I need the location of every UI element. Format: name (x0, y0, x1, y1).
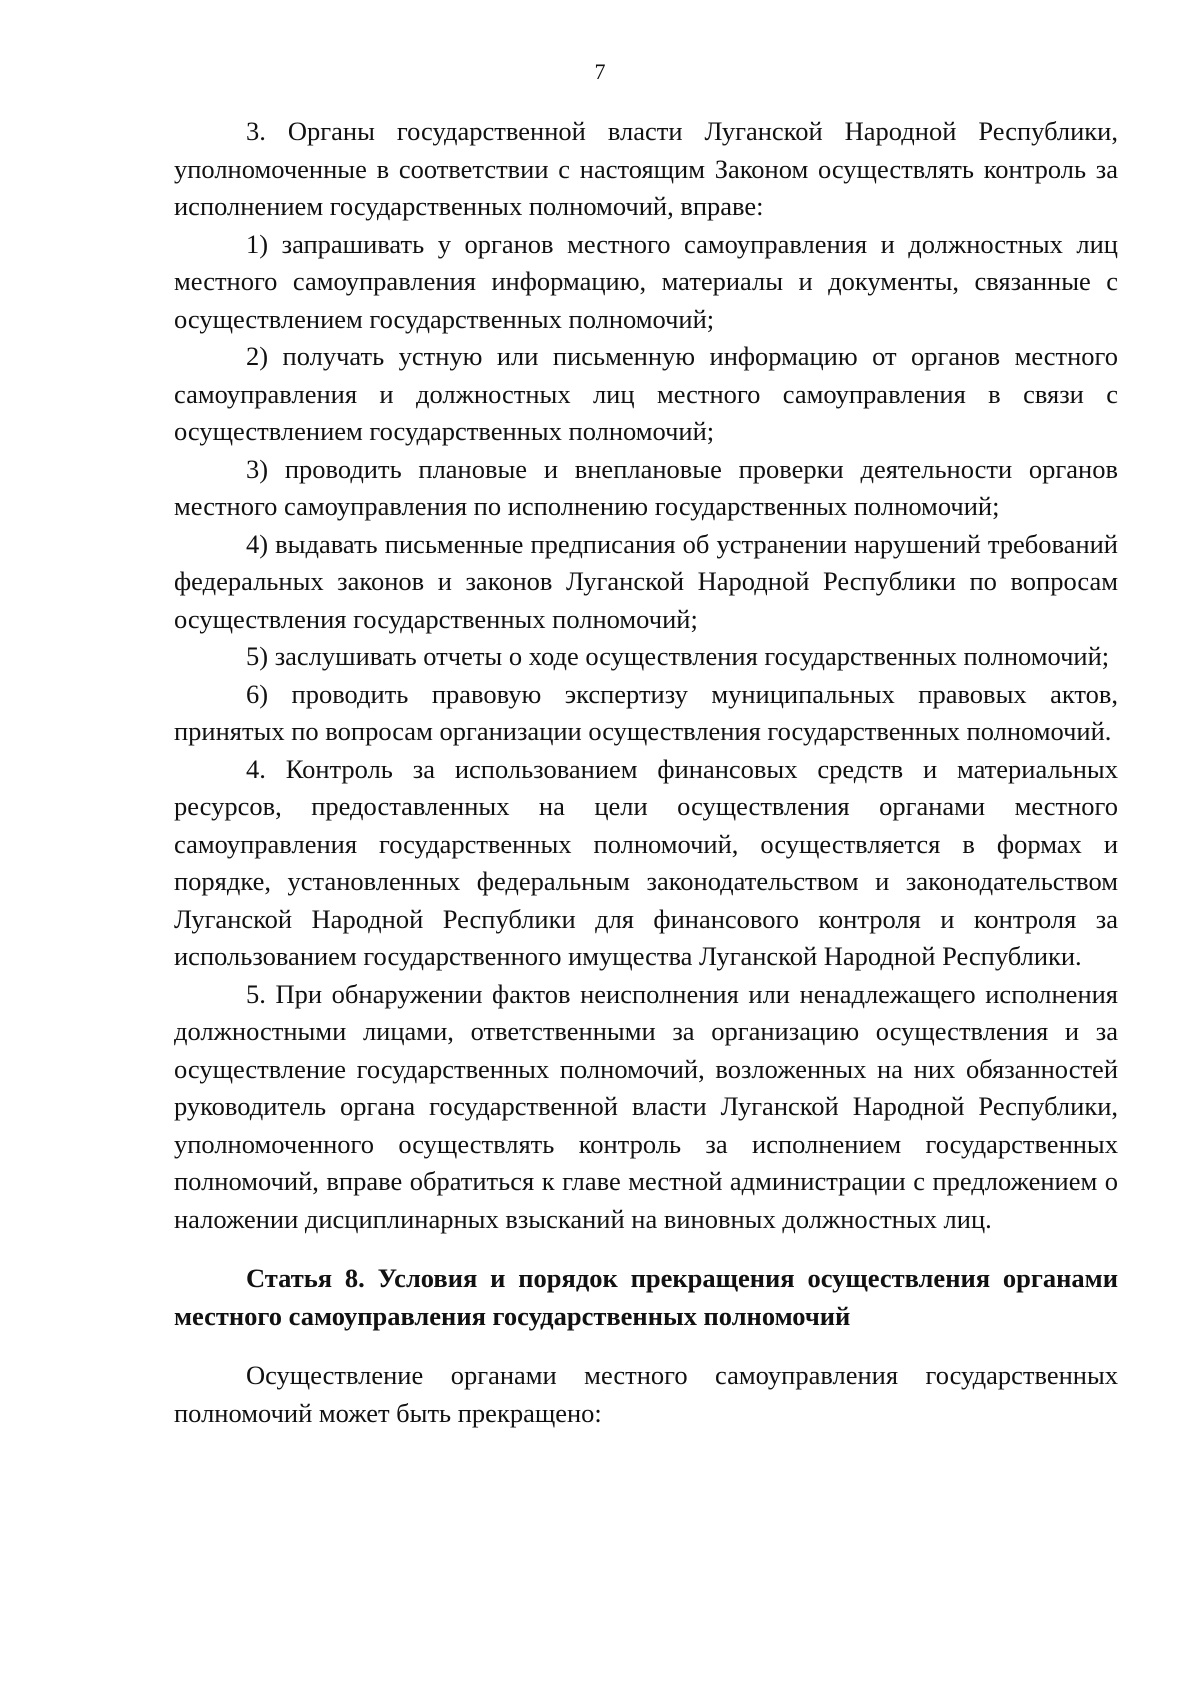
paragraph-5-disciplinary: 5. При обнаружении фактов неисполнения или ненадлежащего исполнения должностными лицами, ответственными за организацию осуществления и за осуществление государственных полномочий, возложенных на них обязанностей руководитель органа государственной власти Луганской Народной Республики, уполномоченного осуществлять контроль за исполнением государственных полномочий, вправе обратиться к главе местной администрации с предложением о наложении дисциплинарных взысканий на виновных должностных лиц. (174, 978, 1118, 1234)
list-item-6: 6) проводить правовую экспертизу муниципальных правовых актов, принятых по вопросам организации осуществления государственных полномочий. (174, 678, 1118, 746)
list-item-1: 1) запрашивать у органов местного самоуправления и должностных лиц местного самоуправления информацию, материалы и документы, связанные с осуществлением государственных полномочий; (174, 228, 1118, 334)
document-body (174, 113, 1118, 1432)
article-8-heading: Статья 8. Условия и порядок прекращения осуществления органами местного самоуправления государственных полномочий (174, 1263, 1118, 1331)
page-number: 7 (594, 59, 606, 84)
list-item-4: 4) выдавать письменные предписания об устранении нарушений требований федеральных законов и законов Луганской Народной Республики по вопросам осуществления государственных полномочий; (174, 528, 1118, 634)
list-item-5: 5) заслушивать отчеты о ходе осуществления государственных полномочий; (246, 641, 1110, 671)
list-item-2: 2) получать устную или письменную информацию от органов местного самоуправления и должностных лиц местного самоуправления в связи с осуществлением государственных полномочий; (174, 341, 1118, 446)
paragraph-3-authority: 3. Органы государственной власти Луганской Народной Республики, уполномоченные в соответствии с настоящим Законом осуществлять контроль за исполнением государственных полномочий, вправе: (174, 116, 1118, 221)
list-item-3: 3) проводить плановые и внеплановые проверки деятельности органов местного самоуправления по исполнению государственных полномочий; (174, 453, 1118, 521)
article-8-intro-paragraph: Осуществление органами местного самоуправления государственных полномочий может быть прекращено: (174, 1360, 1118, 1428)
paragraph-4-financial-control: 4. Контроль за использованием финансовых средств и материальных ресурсов, предоставленных на цели осуществления органами местного самоуправления государственных полномочий, осуществляется в формах и порядке, установленных федеральным законодательством и законодательством Луганской Народной Республики для финансового контроля и контроля за использованием государственного имущества Луганской Народной Республики. (174, 753, 1118, 971)
